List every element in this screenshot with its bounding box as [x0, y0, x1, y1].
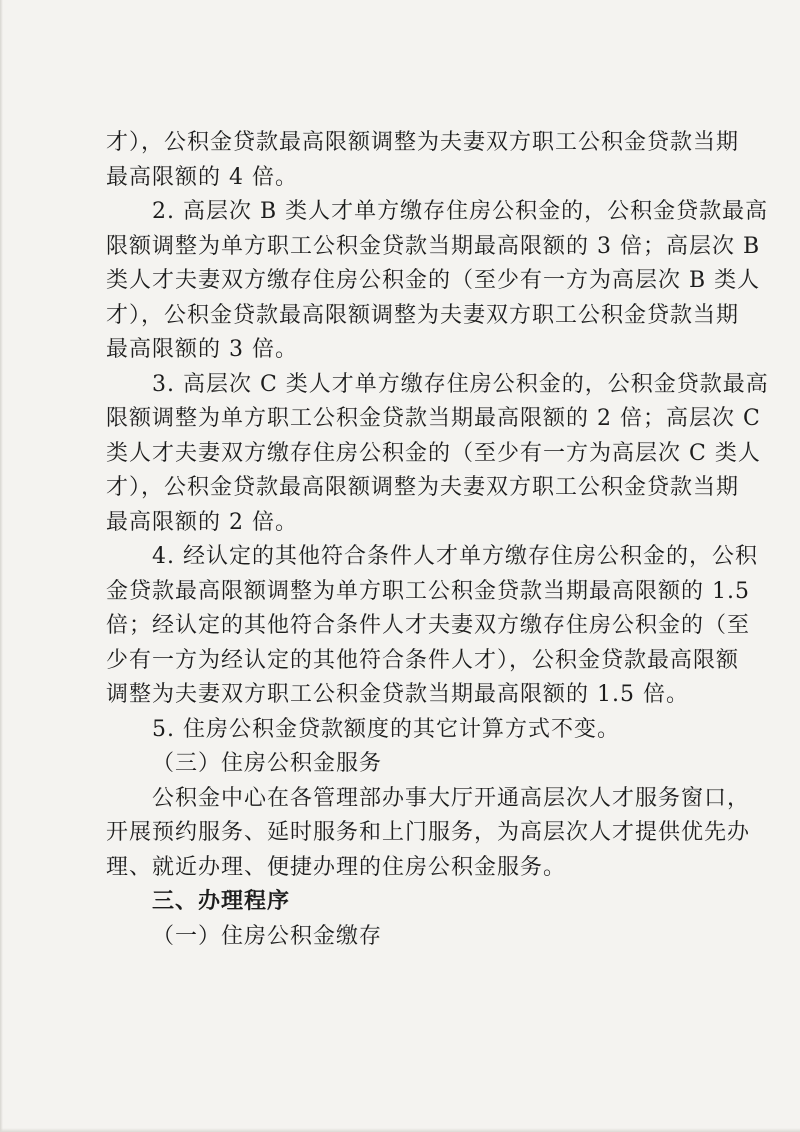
- list-item-5-line: 5. 住房公积金贷款额度的其它计算方式不变。: [152, 716, 620, 742]
- body-line: 类人才夫妻双方缴存住房公积金的（至少有一方为高层次 C 类人: [106, 440, 761, 466]
- paragraph-line: 理、就近办理、便捷办理的住房公积金服务。: [106, 854, 567, 880]
- document-body: [106, 126, 769, 954]
- section-heading-1: （一）住房公积金缴存: [152, 923, 383, 949]
- body-line: 限额调整为单方职工公积金贷款当期最高限额的 2 倍；高层次 C: [106, 406, 761, 431]
- body-line: 金贷款最高限额调整为单方职工公积金贷款当期最高限额的 1.5: [106, 578, 750, 604]
- list-item-3-line: 3. 高层次 C 类人才单方缴存住房公积金的，公积金贷款最高: [152, 371, 769, 397]
- paragraph-line: 公积金中心在各管理部办事大厅开通高层次人才服务窗口，: [152, 785, 751, 811]
- scan-edge-left: [0, 0, 3, 1132]
- body-line: 才），公积金贷款最高限额调整为夫妻双方职工公积金贷款当期: [106, 475, 740, 500]
- body-line: 才），公积金贷款最高限额调整为夫妻双方职工公积金贷款当期: [106, 302, 740, 328]
- body-line: 最高限额的 2 倍。: [106, 509, 298, 535]
- body-line: 最高限额的 4 倍。: [106, 164, 298, 190]
- scan-edge-bottom: [0, 1128, 800, 1132]
- section-heading-3: （三）住房公积金服务: [152, 751, 383, 776]
- body-line: 类人才夫妻双方缴存住房公积金的（至少有一方为高层次 B 类人: [106, 268, 761, 293]
- list-item-2-line: 2. 高层次 B 类人才单方缴存住房公积金的，公积金贷款最高: [152, 199, 769, 224]
- body-line: 少有一方为经认定的其他符合条件人才），公积金贷款最高限额: [106, 647, 740, 673]
- body-line: 才），公积金贷款最高限额调整为夫妻双方职工公积金贷款当期: [106, 130, 740, 155]
- paragraph-line: 开展预约服务、延时服务和上门服务，为高层次人才提供优先办: [106, 820, 751, 845]
- body-line: 调整为夫妻双方职工公积金贷款当期最高限额的 1.5 倍。: [106, 682, 689, 707]
- body-line: 倍；经认定的其他符合条件人才夫妻双方缴存住房公积金的（至: [106, 613, 751, 638]
- chapter-heading: 三、办理程序: [152, 889, 291, 914]
- list-item-4-line: 4. 经认定的其他符合条件人才单方缴存住房公积金的，公积: [152, 544, 758, 569]
- body-line: 最高限额的 3 倍。: [106, 337, 298, 362]
- body-line: 限额调整为单方职工公积金贷款当期最高限额的 3 倍；高层次 B: [106, 233, 761, 259]
